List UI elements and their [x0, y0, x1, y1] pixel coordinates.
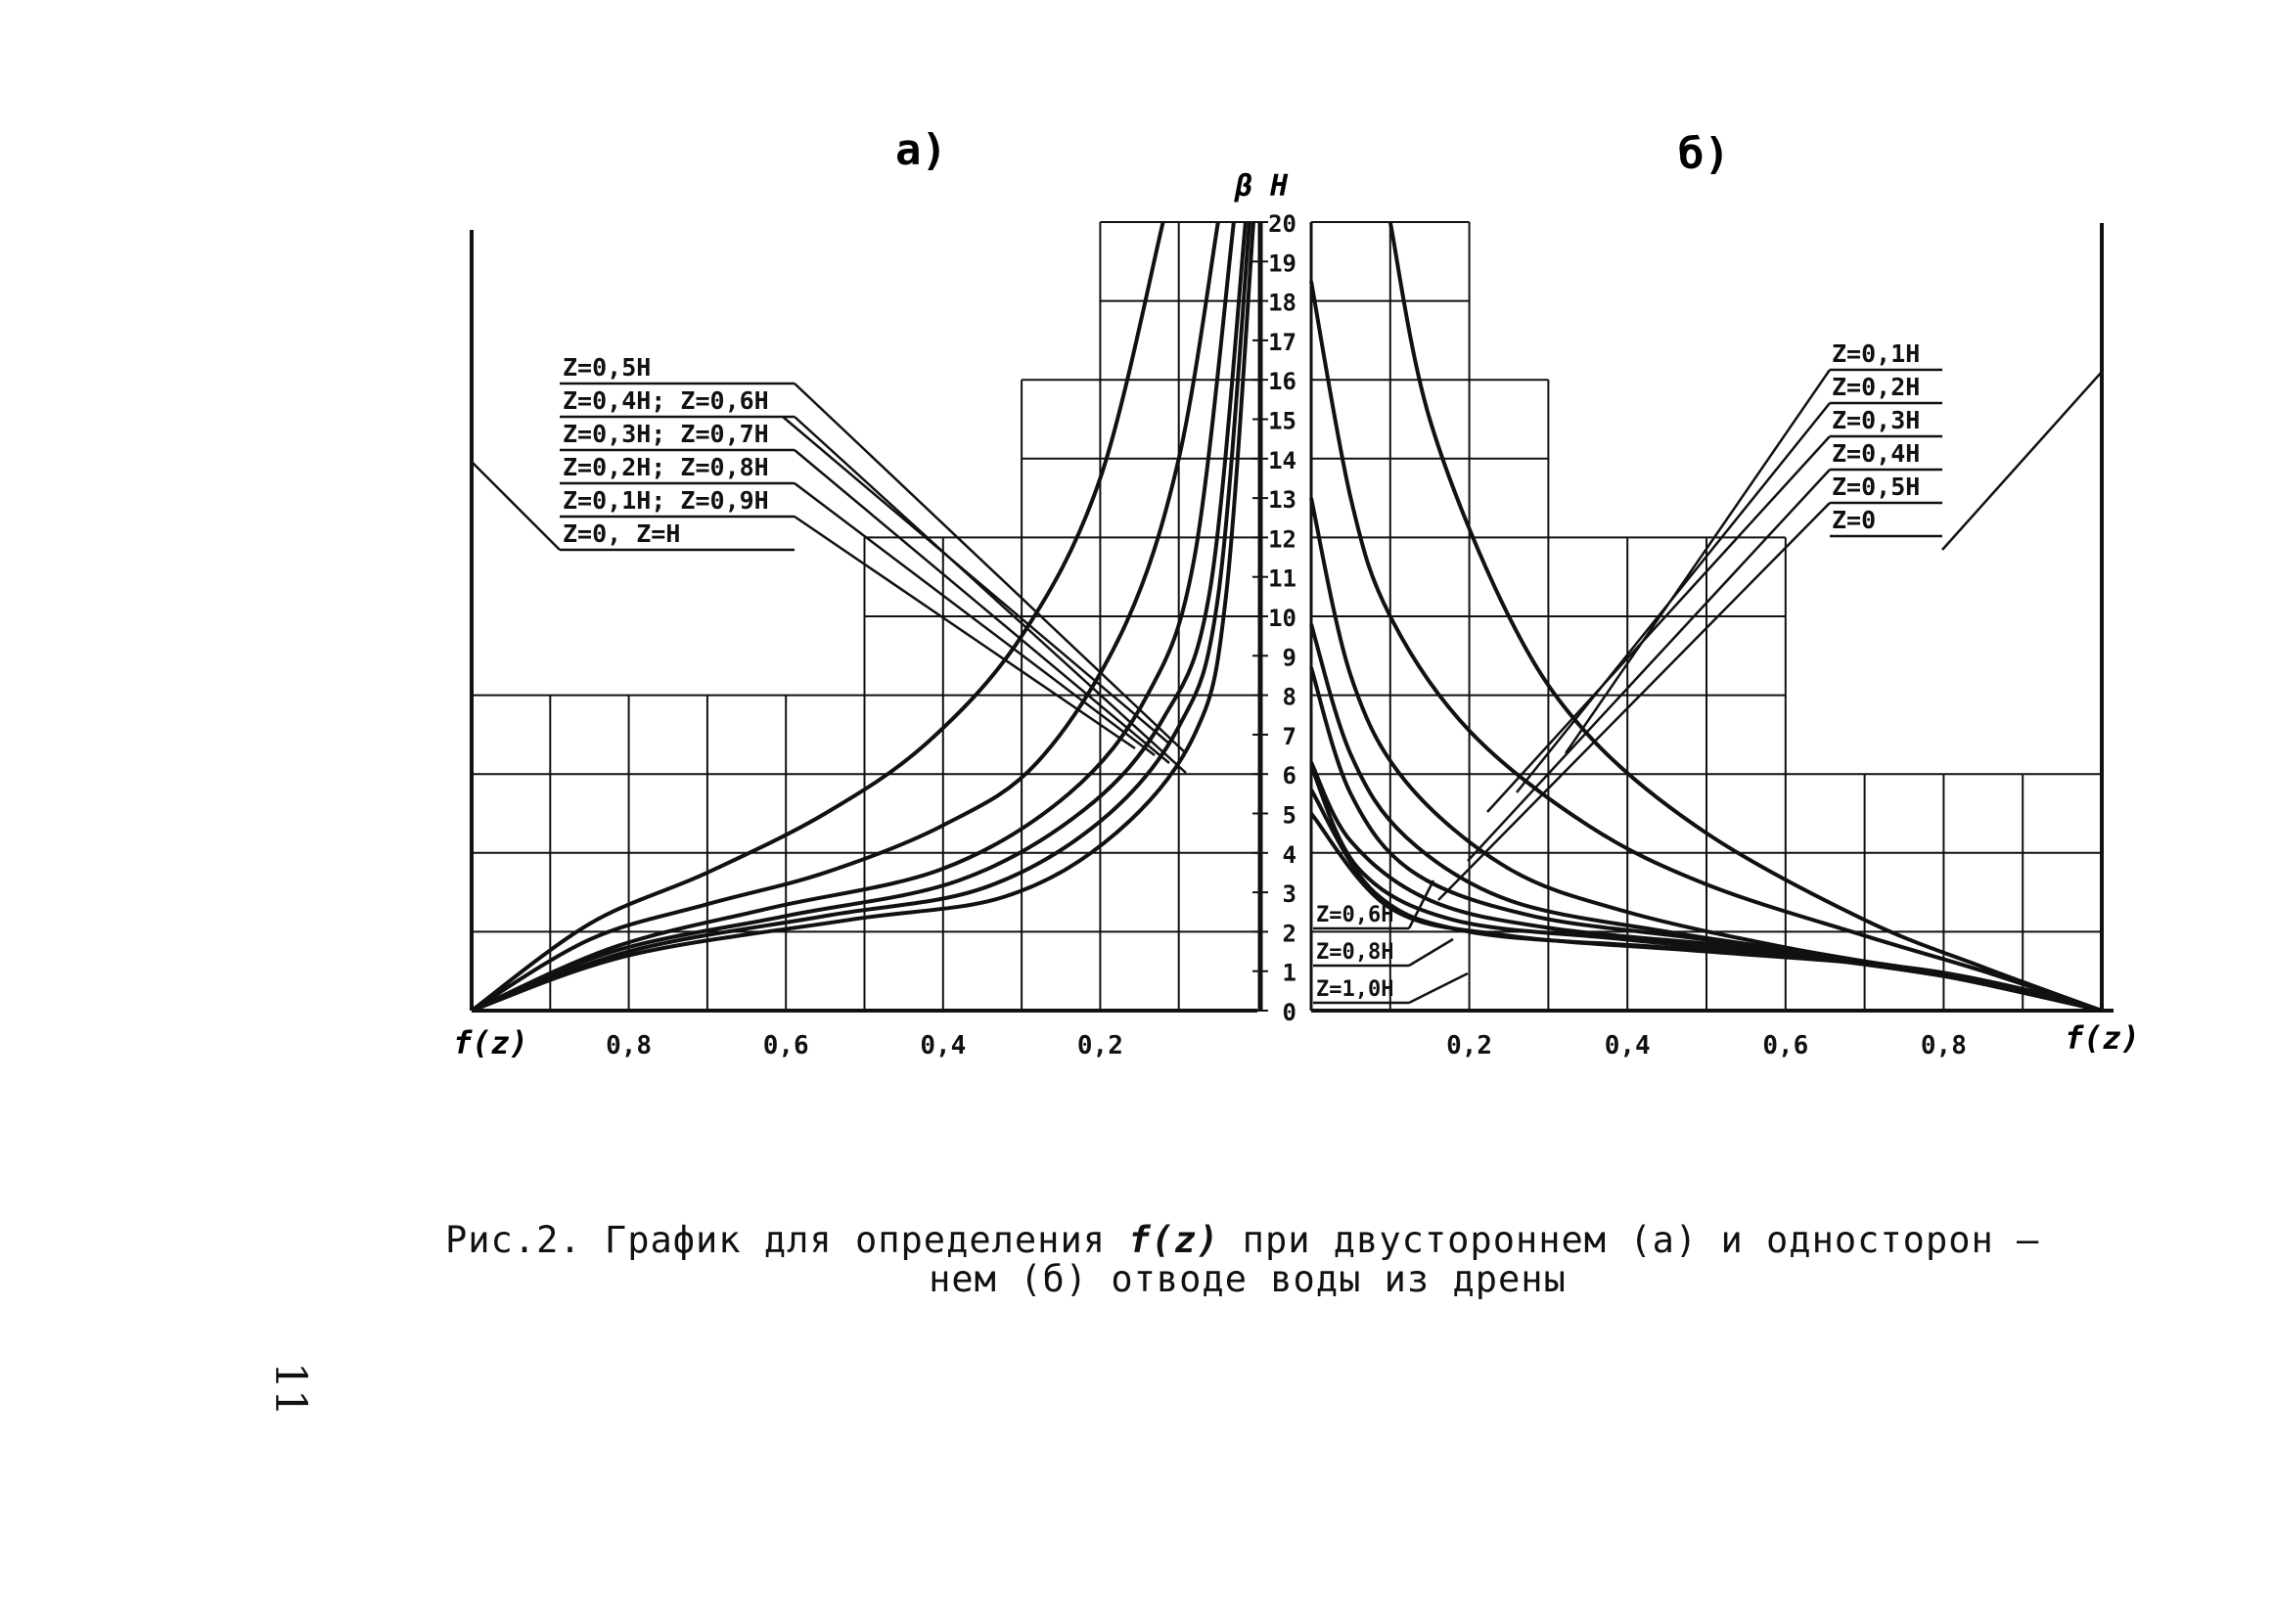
x-tick-label-b: 0,4 [1604, 1031, 1651, 1060]
legend-b-item: Z=1,0Н [1316, 977, 1394, 1002]
center-tick-label: 5 [1282, 801, 1296, 830]
center-tick-label: 20 [1268, 210, 1296, 238]
center-tick-label: 2 [1282, 920, 1296, 948]
center-tick-label: 3 [1282, 880, 1296, 909]
x-tick-label-a: 0,2 [1076, 1031, 1123, 1060]
panel-b-label: б) [1678, 129, 1730, 179]
caption-fz: f(z) [1128, 1219, 1220, 1261]
center-tick-label: 18 [1268, 289, 1296, 317]
leader-b [1517, 403, 1830, 792]
x-tick-label-b: 0,2 [1446, 1031, 1493, 1060]
center-tick-label: 13 [1268, 486, 1296, 515]
x-tick-label-b: 0,8 [1920, 1031, 1967, 1060]
x-axis-label-b: f(z) [2065, 1019, 2141, 1057]
caption-line-2: нем (б) отводе воды из дрены [929, 1258, 1567, 1300]
legend-a-item: Z=0,3Н; Z=0,7Н [563, 420, 769, 448]
center-tick-label: 8 [1282, 683, 1296, 711]
legend-a-item: Z=0,1Н; Z=0,9Н [563, 486, 769, 515]
leader-b-low [1409, 973, 1468, 1003]
legend-b-item: Z=0,5Н [1832, 473, 1921, 501]
center-tick-label: 7 [1282, 722, 1296, 750]
legend-a-item: Z=0, Z=Н [563, 519, 681, 548]
panel-a-label: а) [895, 125, 947, 175]
x-tick-label-a: 0,6 [762, 1031, 809, 1060]
grid-panel-b [1311, 222, 2102, 1011]
legend-b-item: Z=0,3Н [1832, 406, 1921, 434]
center-axis-label: β Н [1235, 169, 1289, 203]
center-tick-label: 10 [1268, 605, 1296, 632]
center-tick-label: 17 [1268, 328, 1296, 356]
x-tick-labels [606, 1031, 1967, 1060]
center-tick-label: 14 [1268, 446, 1296, 474]
center-tick-label: 19 [1268, 249, 1296, 278]
leader-b [1468, 470, 1830, 861]
x-tick-label-a: 0,8 [606, 1031, 653, 1060]
caption-text-rest: при двустороннем (а) и односторон – [1219, 1219, 2040, 1261]
legend-b-item: Z=0,8Н [1316, 940, 1394, 965]
legend-b-item: Z=0,4Н [1832, 439, 1921, 468]
legend-a-item: Z=0,5Н [563, 353, 652, 382]
legend-b-item: Z=0 [1832, 506, 1877, 534]
caption-text: Рис.2. График для определения [445, 1219, 1129, 1261]
center-tick-label: 6 [1282, 762, 1296, 790]
leader-a [795, 383, 1186, 753]
leader-b [1487, 436, 1830, 812]
x-tick-label-b: 0,6 [1762, 1031, 1809, 1060]
center-tick-label: 1 [1282, 959, 1296, 987]
legend-a-item: Z=0,2Н; Z=0,8Н [563, 453, 769, 481]
x-tick-label-a: 0,4 [920, 1031, 967, 1060]
x-axis-label-a: f(z) [453, 1024, 529, 1061]
leader-a [795, 517, 1135, 748]
leader-a-last [472, 462, 560, 550]
center-tick-label: 15 [1268, 407, 1296, 435]
leader-a [795, 450, 1169, 763]
figure-caption [445, 1221, 2167, 1299]
leader-b [1438, 503, 1830, 900]
leader-a [795, 417, 1186, 773]
legend-b-item: Z=0,1Н [1832, 339, 1921, 368]
center-tick-label: 0 [1282, 999, 1296, 1026]
center-tick-label: 11 [1268, 564, 1296, 593]
center-tick-label: 9 [1282, 644, 1296, 672]
legend-a-item: Z=0,4Н; Z=0,6Н [563, 386, 769, 415]
page-number: 11 [265, 1362, 315, 1417]
grid-panel-a [472, 222, 1257, 1011]
center-tick-label: 16 [1268, 368, 1296, 396]
center-tick-label: 12 [1268, 525, 1296, 554]
caption-line-1 [445, 1219, 2039, 1261]
legend-b-item: Z=0,2Н [1832, 373, 1921, 401]
center-tick-label: 4 [1282, 840, 1296, 869]
leader-b-last [1942, 372, 2102, 550]
leader-b-low [1409, 939, 1453, 966]
legend-b-item: Z=0,6Н [1316, 903, 1394, 927]
